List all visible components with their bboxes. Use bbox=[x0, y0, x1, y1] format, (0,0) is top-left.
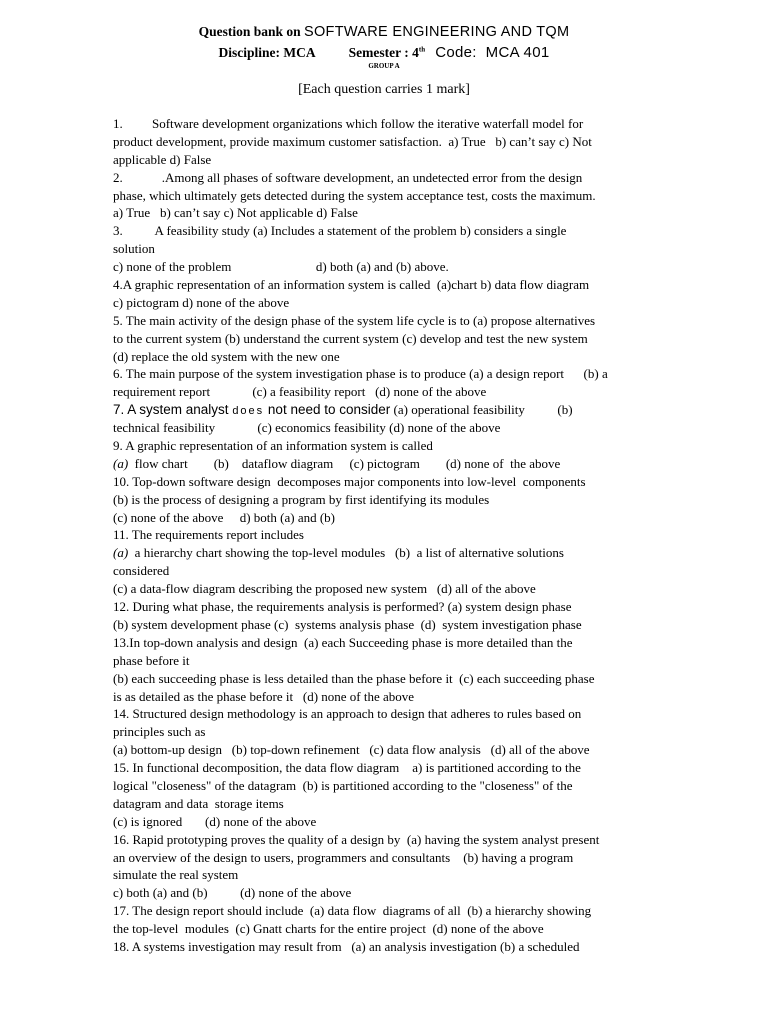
text-line: is as detailed as the phase before it (d) none of the above bbox=[113, 688, 415, 704]
text-line: simulate the real system bbox=[113, 867, 239, 883]
text-line: c) pictogram d) none of the above bbox=[113, 294, 290, 310]
text-line: c) both (a) and (b) (d) none of the above bbox=[113, 885, 352, 901]
text-line: 13.In top-down analysis and design (a) each Succeeding phase is more detailed than the bbox=[113, 634, 573, 650]
text-line: applicable d) False bbox=[113, 151, 212, 167]
text-line: 4.A graphic representation of an information system is called (a)chart b) data flow diagram bbox=[113, 277, 590, 293]
text-line: 11. The requirements report includes bbox=[113, 527, 304, 543]
text-line: (c) none of the above d) both (a) and (b) bbox=[113, 509, 335, 525]
marks-note: [Each question carries 1 mark] bbox=[298, 82, 470, 97]
text-line: 1. Software development organizations which follow the iterative waterfall model for bbox=[113, 116, 584, 131]
q11-options-text: a hierarchy chart showing the top-level modules (b) a list of alternative solutions bbox=[128, 545, 564, 561]
course-info bbox=[0, 44, 768, 61]
text-line: (b) system development phase (c) systems analysis phase (d) system investigation phase bbox=[113, 616, 582, 632]
text-line: 12. During what phase, the requirements analysis is performed? (a) system design phase bbox=[113, 599, 572, 615]
q7-part-c: not need to consider bbox=[264, 402, 391, 418]
text-line: (b) is the process of designing a program by first identifying its modules bbox=[113, 491, 490, 507]
question-list bbox=[113, 115, 713, 956]
text-line: solution bbox=[113, 241, 155, 257]
text-line: technical feasibility (c) economics feasibility (d) none of the above bbox=[113, 420, 501, 436]
text-line: phase before it bbox=[113, 652, 190, 668]
q7-part-d: (a) operational feasibility (b) bbox=[390, 402, 573, 418]
course-code: Code: MCA 401 bbox=[435, 44, 550, 61]
text-line: product development, provide maximum customer satisfaction. a) True b) can’t say c) Not bbox=[113, 133, 592, 149]
text-line: (a) bottom-up design (b) top-down refinement (c) data flow analysis (d) all of the above bbox=[113, 742, 590, 758]
question-9-options bbox=[113, 455, 713, 473]
text-line: 9. A graphic representation of an information system is called bbox=[113, 438, 433, 454]
text-line: c) none of the problem d) both (a) and (b) above. bbox=[113, 259, 449, 275]
text-line: datagram and data storage items bbox=[113, 795, 284, 811]
discipline: Discipline: MCA bbox=[218, 45, 315, 60]
text-line: considered bbox=[113, 563, 170, 579]
text-line: phase, which ultimately gets detected during the system acceptance test, costs the maximum. bbox=[113, 187, 596, 203]
text-line: (c) is ignored (d) none of the above bbox=[113, 813, 317, 829]
text-line: (b) each succeeding phase is less detailed than the phase before it (c) each succeeding phase bbox=[113, 670, 595, 686]
text-line: 15. In functional decomposition, the data flow diagram a) is partitioned according to the bbox=[113, 760, 581, 776]
text-line: 18. A systems investigation may result from (a) an analysis investigation (b) a scheduled bbox=[113, 938, 580, 954]
text-line: 17. The design report should include (a) data flow diagrams of all (b) a hierarchy showing bbox=[113, 903, 592, 919]
text-line: (c) a data-flow diagram describing the proposed new system (d) all of the above bbox=[113, 581, 536, 597]
q9-option-label: (a) bbox=[113, 455, 129, 471]
text-line: a) True b) can’t say c) Not applicable d) False bbox=[113, 205, 358, 221]
text-line: 6. The main purpose of the system investigation phase is to produce (a) a design report (b) a bbox=[113, 366, 608, 382]
text-line: an overview of the design to users, programmers and consultants (b) having a program bbox=[113, 849, 574, 865]
question-7-line bbox=[113, 401, 713, 419]
title-subject: SOFTWARE ENGINEERING AND TQM bbox=[304, 24, 570, 40]
q7-part-b: does bbox=[232, 405, 265, 418]
q7-part-a: 7. A system analyst bbox=[113, 402, 233, 418]
document-title bbox=[0, 24, 768, 40]
text-line: logical "closeness" of the datagram (b) is partitioned according to the "closeness" of the bbox=[113, 777, 573, 793]
semester-superscript: th bbox=[418, 45, 426, 54]
semester: Semester : 4 bbox=[348, 45, 419, 60]
group-label: GROUP A bbox=[368, 62, 400, 70]
text-line: 3. A feasibility study (a) Includes a statement of the problem b) considers a single bbox=[113, 223, 567, 239]
title-prefix: Question bank on bbox=[198, 24, 304, 39]
text-line: (d) replace the old system with the new one bbox=[113, 348, 340, 364]
text-line: requirement report (c) a feasibility report (d) none of the above bbox=[113, 384, 487, 400]
q9-options-text: flow chart (b) dataflow diagram (c) pictogram (d) none of the above bbox=[128, 455, 561, 471]
q11-option-label: (a) bbox=[113, 545, 129, 561]
text-line: principles such as bbox=[113, 724, 206, 740]
text-line: 5. The main activity of the design phase of the system life cycle is to (a) propose alternatives bbox=[113, 312, 596, 328]
text-line: to the current system (b) understand the current system (c) develop and test the new system bbox=[113, 330, 588, 346]
text-line: the top-level modules (c) Gnatt charts for the entire project (d) none of the above bbox=[113, 921, 544, 937]
text-line: 10. Top-down software design decomposes major components into low-level components bbox=[113, 473, 586, 489]
question-11-options bbox=[113, 544, 713, 562]
text-line: 16. Rapid prototyping proves the quality of a design by (a) having the system analyst present bbox=[113, 831, 600, 847]
text-line: 14. Structured design methodology is an approach to design that adheres to rules based on bbox=[113, 706, 582, 722]
text-line: 2. .Among all phases of software development, an undetected error from the design bbox=[113, 169, 583, 185]
